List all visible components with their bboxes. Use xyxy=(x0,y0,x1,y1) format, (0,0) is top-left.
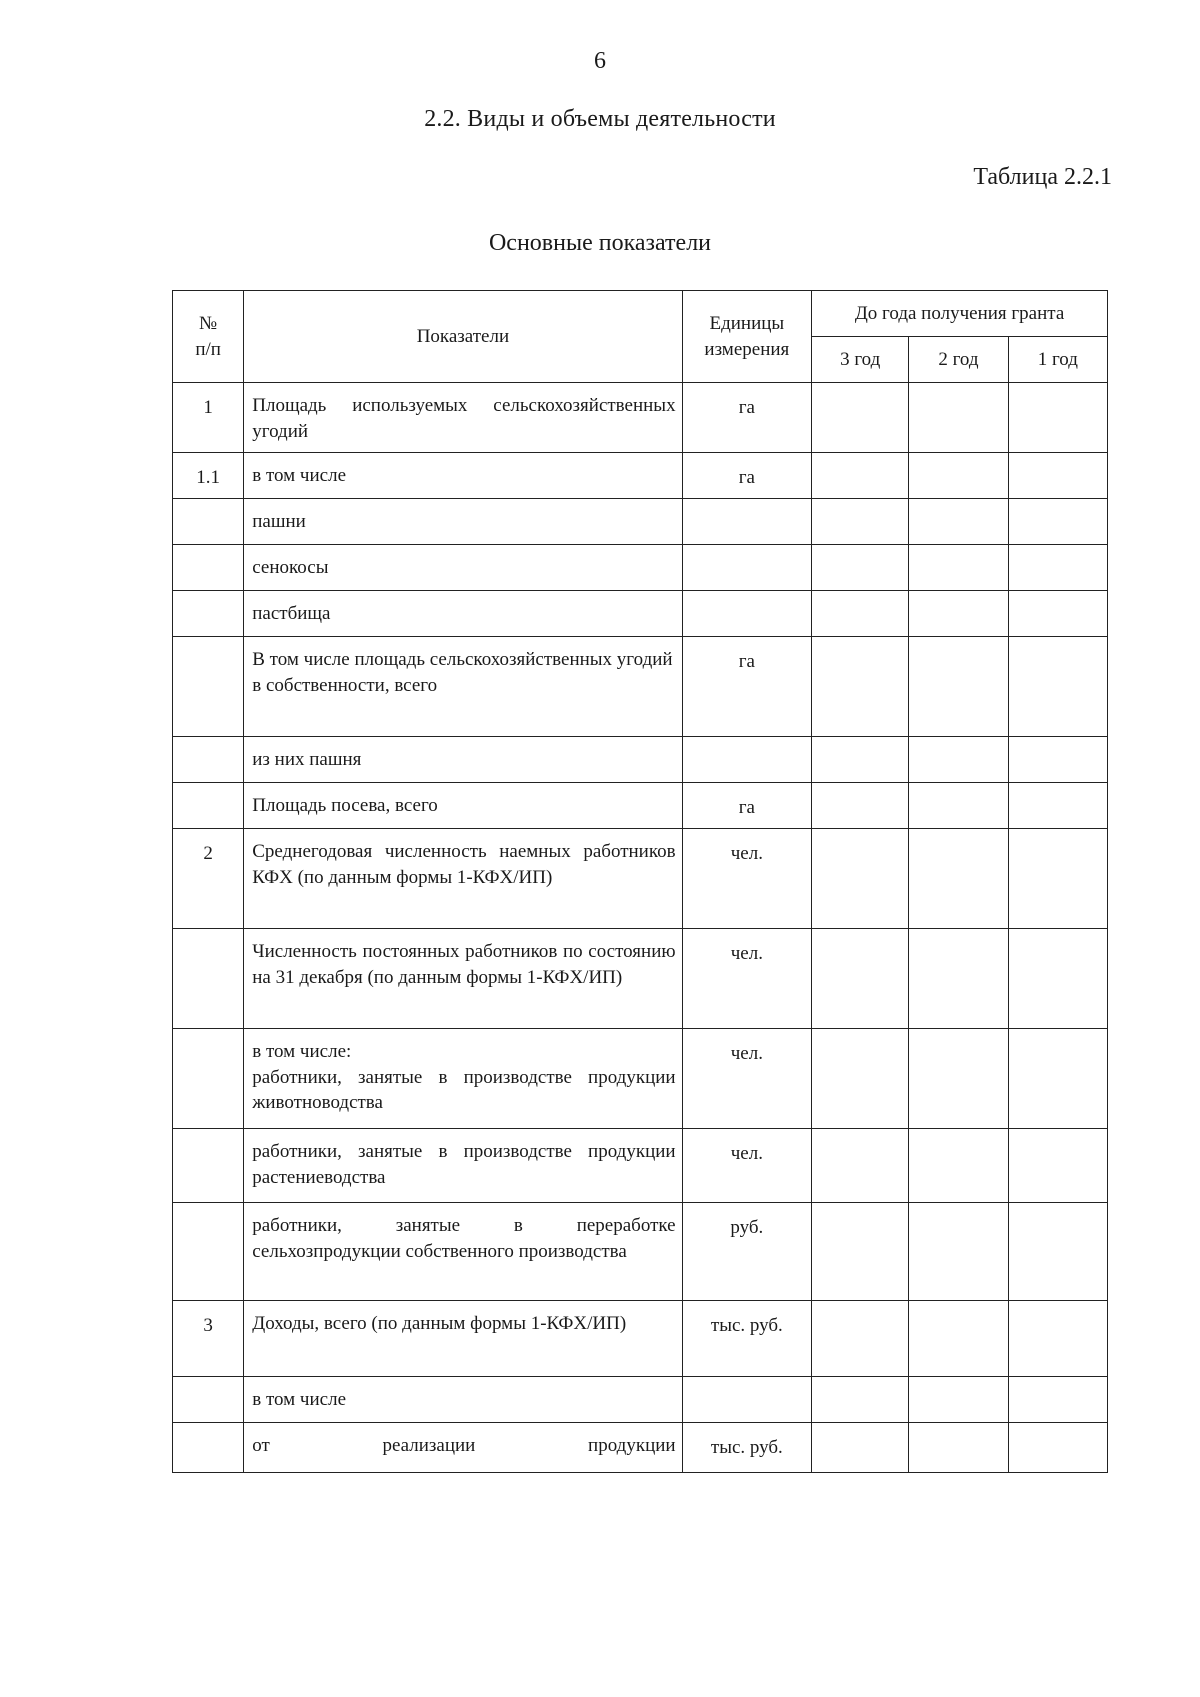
row-num xyxy=(173,1203,244,1301)
table-row xyxy=(173,453,1108,499)
cell-year-2 xyxy=(909,829,1008,929)
cell-year-3 xyxy=(812,829,909,929)
cell-year-3 xyxy=(812,545,909,591)
table-row xyxy=(173,783,1108,829)
cell-year-1 xyxy=(1008,591,1107,637)
cell-year-1 xyxy=(1008,929,1107,1029)
row-num xyxy=(173,737,244,783)
row-indicator: Среднегодовая численность наемных работников КФХ (по данным формы 1-КФХ/ИП) xyxy=(244,829,682,929)
cell-year-1 xyxy=(1008,383,1107,453)
cell-year-3 xyxy=(812,929,909,1029)
table-row xyxy=(173,637,1108,737)
row-indicator: работники, занятые в производстве продукции растениеводства xyxy=(244,1129,682,1203)
row-num xyxy=(173,499,244,545)
row-unit xyxy=(682,545,812,591)
row-indicator: сенокосы xyxy=(244,545,682,591)
cell-year-2 xyxy=(909,783,1008,829)
cell-year-3 xyxy=(812,1377,909,1423)
row-indicator: Доходы, всего (по данным формы 1-КФХ/ИП) xyxy=(244,1301,682,1377)
row-unit: га xyxy=(682,783,812,829)
row-indicator: пашни xyxy=(244,499,682,545)
table-row xyxy=(173,1129,1108,1203)
cell-year-3 xyxy=(812,1029,909,1129)
cell-year-3 xyxy=(812,1203,909,1301)
row-indicator: из них пашня xyxy=(244,737,682,783)
header-year-1: 1 год xyxy=(1008,337,1107,383)
row-indicator: Площадь посева, всего xyxy=(244,783,682,829)
cell-year-3 xyxy=(812,499,909,545)
cell-year-2 xyxy=(909,737,1008,783)
row-unit: чел. xyxy=(682,1029,812,1129)
row-num xyxy=(173,1423,244,1473)
header-year-2: 2 год xyxy=(909,337,1008,383)
table-row xyxy=(173,929,1108,1029)
row-unit: чел. xyxy=(682,929,812,1029)
cell-year-2 xyxy=(909,1203,1008,1301)
header-units: Единицы измерения xyxy=(682,291,812,383)
row-unit xyxy=(682,1377,812,1423)
row-indicator: пастбища xyxy=(244,591,682,637)
indicators-table xyxy=(172,290,1108,1473)
cell-year-2 xyxy=(909,1029,1008,1129)
row-unit: чел. xyxy=(682,829,812,929)
row-num xyxy=(173,1129,244,1203)
row-num: 3 xyxy=(173,1301,244,1377)
cell-year-2 xyxy=(909,545,1008,591)
row-indicator: в том числе xyxy=(244,1377,682,1423)
cell-year-2 xyxy=(909,499,1008,545)
row-num xyxy=(173,591,244,637)
row-num xyxy=(173,637,244,737)
row-unit: га xyxy=(682,637,812,737)
cell-year-1 xyxy=(1008,737,1107,783)
table-row xyxy=(173,1203,1108,1301)
cell-year-1 xyxy=(1008,1377,1107,1423)
cell-year-3 xyxy=(812,1423,909,1473)
table-row xyxy=(173,545,1108,591)
row-unit: тыс. руб. xyxy=(682,1301,812,1377)
table-row xyxy=(173,1377,1108,1423)
table-row xyxy=(173,591,1108,637)
cell-year-2 xyxy=(909,929,1008,1029)
row-num xyxy=(173,929,244,1029)
cell-year-2 xyxy=(909,1301,1008,1377)
table-row xyxy=(173,737,1108,783)
row-indicator: Численность постоянных работников по состоянию на 31 декабря (по данным формы 1-КФХ/ИП) xyxy=(244,929,682,1029)
table-row xyxy=(173,829,1108,929)
cell-year-3 xyxy=(812,1129,909,1203)
cell-year-1 xyxy=(1008,1029,1107,1129)
header-indicator: Показатели xyxy=(244,291,682,383)
row-unit: чел. xyxy=(682,1129,812,1203)
cell-year-1 xyxy=(1008,1301,1107,1377)
table-row xyxy=(173,383,1108,453)
cell-year-1 xyxy=(1008,453,1107,499)
row-unit: тыс. руб. xyxy=(682,1423,812,1473)
row-num xyxy=(173,1029,244,1129)
table-row xyxy=(173,1423,1108,1473)
cell-year-3 xyxy=(812,783,909,829)
cell-year-3 xyxy=(812,453,909,499)
row-indicator: в том числе: работники, занятые в производстве продукции животноводства xyxy=(244,1029,682,1129)
cell-year-3 xyxy=(812,737,909,783)
cell-year-1 xyxy=(1008,1423,1107,1473)
row-num xyxy=(173,783,244,829)
row-num: 1.1 xyxy=(173,453,244,499)
row-unit: руб. xyxy=(682,1203,812,1301)
row-indicator: Площадь используемых сельскохозяйственных угодий xyxy=(244,383,682,453)
row-unit: га xyxy=(682,383,812,453)
row-unit xyxy=(682,591,812,637)
row-unit: га xyxy=(682,453,812,499)
header-num: № п/п xyxy=(173,291,244,383)
cell-year-1 xyxy=(1008,829,1107,929)
cell-year-2 xyxy=(909,591,1008,637)
cell-year-1 xyxy=(1008,1129,1107,1203)
section-title: 2.2. Виды и объемы деятельности xyxy=(424,106,776,132)
cell-year-1 xyxy=(1008,499,1107,545)
row-num: 2 xyxy=(173,829,244,929)
table-caption: Основные показатели xyxy=(488,230,712,256)
table-row xyxy=(173,1029,1108,1129)
cell-year-3 xyxy=(812,1301,909,1377)
row-indicator: В том числе площадь сельскохозяйственных угодий в собственности, всего xyxy=(244,637,682,737)
table-row xyxy=(173,499,1108,545)
page-number: 6 xyxy=(594,48,606,74)
row-indicator: работники, занятые в переработке сельхозпродукции собственного производства xyxy=(244,1203,682,1301)
row-num xyxy=(173,1377,244,1423)
row-num xyxy=(173,545,244,591)
cell-year-1 xyxy=(1008,545,1107,591)
row-indicator: в том числе xyxy=(244,453,682,499)
cell-year-2 xyxy=(909,1129,1008,1203)
cell-year-2 xyxy=(909,1423,1008,1473)
header-period: До года получения гранта xyxy=(812,291,1108,337)
table-label: Таблица 2.2.1 xyxy=(973,164,1112,190)
cell-year-3 xyxy=(812,637,909,737)
table-row xyxy=(173,1301,1108,1377)
cell-year-3 xyxy=(812,591,909,637)
header-year-3: 3 год xyxy=(812,337,909,383)
cell-year-1 xyxy=(1008,637,1107,737)
cell-year-2 xyxy=(909,1377,1008,1423)
cell-year-1 xyxy=(1008,1203,1107,1301)
row-unit xyxy=(682,499,812,545)
row-unit xyxy=(682,737,812,783)
cell-year-2 xyxy=(909,453,1008,499)
cell-year-3 xyxy=(812,383,909,453)
row-indicator: от реализации продукции xyxy=(244,1423,682,1473)
cell-year-2 xyxy=(909,637,1008,737)
cell-year-2 xyxy=(909,383,1008,453)
row-num: 1 xyxy=(173,383,244,453)
cell-year-1 xyxy=(1008,783,1107,829)
